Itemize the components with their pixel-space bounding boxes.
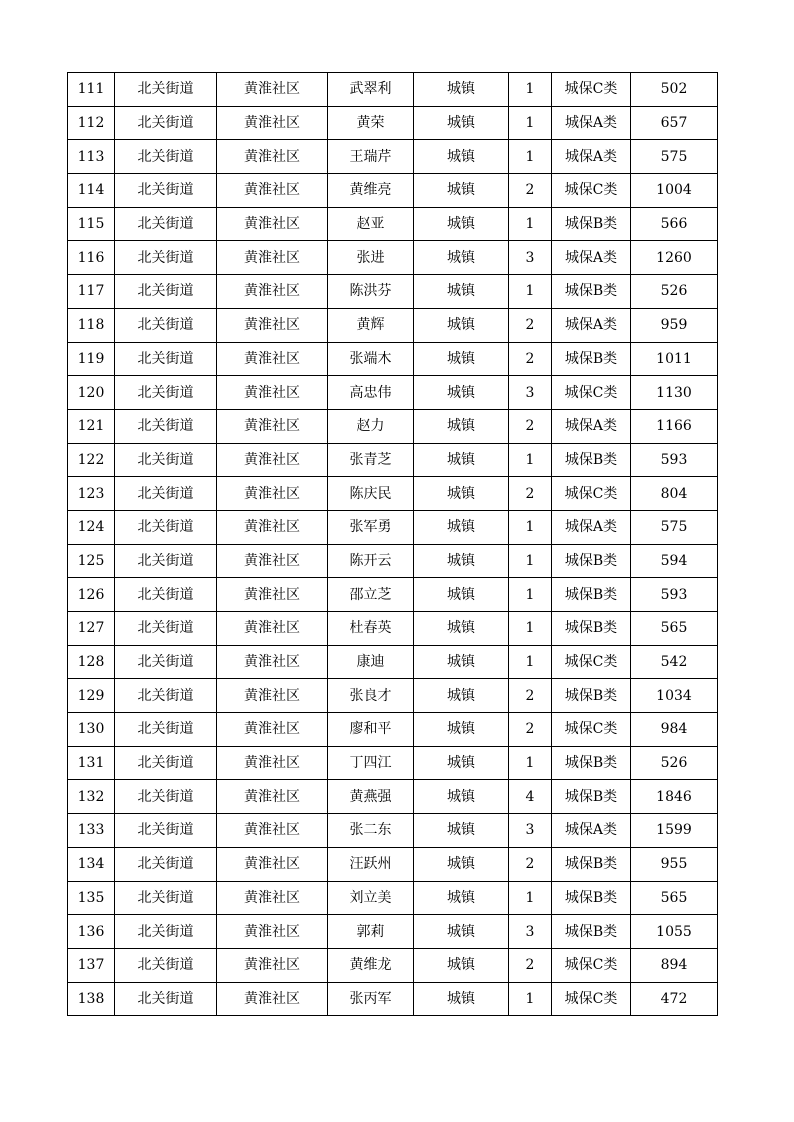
area-type-cell: 城镇 (414, 780, 509, 814)
table-row (68, 847, 718, 881)
street-cell: 北关街道 (115, 376, 217, 410)
row-number-cell: 123 (68, 477, 115, 511)
household-size-cell: 2 (509, 948, 552, 982)
household-size-cell: 1 (509, 73, 552, 107)
area-type-cell: 城镇 (414, 376, 509, 410)
category-cell: 城保A类 (552, 106, 631, 140)
household-size-cell: 1 (509, 982, 552, 1016)
community-cell: 黄淮社区 (217, 982, 328, 1016)
category-cell: 城保B类 (552, 275, 631, 309)
community-cell: 黄淮社区 (217, 342, 328, 376)
community-cell: 黄淮社区 (217, 814, 328, 848)
household-size-cell: 3 (509, 915, 552, 949)
amount-cell: 1011 (631, 342, 718, 376)
street-cell: 北关街道 (115, 713, 217, 747)
row-number-cell: 131 (68, 746, 115, 780)
area-type-cell: 城镇 (414, 847, 509, 881)
community-cell: 黄淮社区 (217, 106, 328, 140)
amount-cell: 1055 (631, 915, 718, 949)
category-cell: 城保C类 (552, 73, 631, 107)
area-type-cell: 城镇 (414, 948, 509, 982)
community-cell: 黄淮社区 (217, 140, 328, 174)
table-row (68, 73, 718, 107)
row-number-cell: 119 (68, 342, 115, 376)
community-cell: 黄淮社区 (217, 948, 328, 982)
community-cell: 黄淮社区 (217, 376, 328, 410)
name-cell: 廖和平 (328, 713, 414, 747)
street-cell: 北关街道 (115, 477, 217, 511)
street-cell: 北关街道 (115, 275, 217, 309)
community-cell: 黄淮社区 (217, 207, 328, 241)
amount-cell: 1260 (631, 241, 718, 275)
area-type-cell: 城镇 (414, 106, 509, 140)
household-size-cell: 1 (509, 510, 552, 544)
row-number-cell: 125 (68, 544, 115, 578)
table-row (68, 578, 718, 612)
table-row (68, 780, 718, 814)
area-type-cell: 城镇 (414, 645, 509, 679)
street-cell: 北关街道 (115, 847, 217, 881)
table-row (68, 982, 718, 1016)
area-type-cell: 城镇 (414, 881, 509, 915)
community-cell: 黄淮社区 (217, 73, 328, 107)
area-type-cell: 城镇 (414, 915, 509, 949)
street-cell: 北关街道 (115, 780, 217, 814)
table-row (68, 948, 718, 982)
area-type-cell: 城镇 (414, 713, 509, 747)
row-number-cell: 114 (68, 174, 115, 208)
street-cell: 北关街道 (115, 342, 217, 376)
name-cell: 张军勇 (328, 510, 414, 544)
name-cell: 黄维亮 (328, 174, 414, 208)
amount-cell: 593 (631, 578, 718, 612)
street-cell: 北关街道 (115, 746, 217, 780)
household-size-cell: 2 (509, 713, 552, 747)
community-cell: 黄淮社区 (217, 645, 328, 679)
table-row (68, 376, 718, 410)
household-size-cell: 1 (509, 443, 552, 477)
community-cell: 黄淮社区 (217, 746, 328, 780)
street-cell: 北关街道 (115, 612, 217, 646)
category-cell: 城保A类 (552, 510, 631, 544)
amount-cell: 1166 (631, 409, 718, 443)
row-number-cell: 130 (68, 713, 115, 747)
category-cell: 城保B类 (552, 679, 631, 713)
table-row (68, 510, 718, 544)
amount-cell: 959 (631, 308, 718, 342)
area-type-cell: 城镇 (414, 477, 509, 511)
table-row (68, 713, 718, 747)
amount-cell: 502 (631, 73, 718, 107)
name-cell: 黄燕强 (328, 780, 414, 814)
household-size-cell: 1 (509, 275, 552, 309)
category-cell: 城保A类 (552, 140, 631, 174)
household-size-cell: 1 (509, 612, 552, 646)
name-cell: 陈庆民 (328, 477, 414, 511)
area-type-cell: 城镇 (414, 510, 509, 544)
name-cell: 张进 (328, 241, 414, 275)
name-cell: 张端木 (328, 342, 414, 376)
row-number-cell: 120 (68, 376, 115, 410)
amount-cell: 1130 (631, 376, 718, 410)
table-row (68, 679, 718, 713)
community-cell: 黄淮社区 (217, 409, 328, 443)
category-cell: 城保C类 (552, 948, 631, 982)
row-number-cell: 115 (68, 207, 115, 241)
table-row (68, 207, 718, 241)
category-cell: 城保A类 (552, 814, 631, 848)
table-row (68, 746, 718, 780)
street-cell: 北关街道 (115, 207, 217, 241)
row-number-cell: 137 (68, 948, 115, 982)
name-cell: 黄荣 (328, 106, 414, 140)
street-cell: 北关街道 (115, 915, 217, 949)
community-cell: 黄淮社区 (217, 275, 328, 309)
household-size-cell: 2 (509, 679, 552, 713)
area-type-cell: 城镇 (414, 409, 509, 443)
amount-cell: 1034 (631, 679, 718, 713)
category-cell: 城保B类 (552, 207, 631, 241)
street-cell: 北关街道 (115, 982, 217, 1016)
household-size-cell: 2 (509, 847, 552, 881)
area-type-cell: 城镇 (414, 612, 509, 646)
table-row (68, 140, 718, 174)
row-number-cell: 113 (68, 140, 115, 174)
category-cell: 城保A类 (552, 241, 631, 275)
category-cell: 城保B类 (552, 847, 631, 881)
row-number-cell: 117 (68, 275, 115, 309)
row-number-cell: 127 (68, 612, 115, 646)
name-cell: 黄维龙 (328, 948, 414, 982)
household-size-cell: 3 (509, 376, 552, 410)
household-size-cell: 1 (509, 544, 552, 578)
community-cell: 黄淮社区 (217, 308, 328, 342)
name-cell: 黄辉 (328, 308, 414, 342)
category-cell: 城保C类 (552, 174, 631, 208)
table-row (68, 106, 718, 140)
category-cell: 城保B类 (552, 342, 631, 376)
row-number-cell: 136 (68, 915, 115, 949)
amount-cell: 804 (631, 477, 718, 511)
table-row (68, 915, 718, 949)
table-row (68, 308, 718, 342)
community-cell: 黄淮社区 (217, 915, 328, 949)
row-number-cell: 124 (68, 510, 115, 544)
household-size-cell: 1 (509, 106, 552, 140)
area-type-cell: 城镇 (414, 342, 509, 376)
name-cell: 张良才 (328, 679, 414, 713)
category-cell: 城保C类 (552, 376, 631, 410)
amount-cell: 955 (631, 847, 718, 881)
amount-cell: 542 (631, 645, 718, 679)
beneficiary-table (67, 72, 718, 1016)
area-type-cell: 城镇 (414, 73, 509, 107)
community-cell: 黄淮社区 (217, 443, 328, 477)
amount-cell: 575 (631, 510, 718, 544)
community-cell: 黄淮社区 (217, 679, 328, 713)
street-cell: 北关街道 (115, 578, 217, 612)
area-type-cell: 城镇 (414, 578, 509, 612)
category-cell: 城保B类 (552, 780, 631, 814)
amount-cell: 526 (631, 275, 718, 309)
amount-cell: 526 (631, 746, 718, 780)
household-size-cell: 2 (509, 477, 552, 511)
table-row (68, 174, 718, 208)
community-cell: 黄淮社区 (217, 780, 328, 814)
area-type-cell: 城镇 (414, 207, 509, 241)
table-row (68, 645, 718, 679)
area-type-cell: 城镇 (414, 544, 509, 578)
amount-cell: 1599 (631, 814, 718, 848)
amount-cell: 894 (631, 948, 718, 982)
category-cell: 城保C类 (552, 477, 631, 511)
table-row (68, 881, 718, 915)
name-cell: 郭莉 (328, 915, 414, 949)
household-size-cell: 2 (509, 174, 552, 208)
category-cell: 城保A类 (552, 308, 631, 342)
name-cell: 陈开云 (328, 544, 414, 578)
row-number-cell: 112 (68, 106, 115, 140)
name-cell: 丁四江 (328, 746, 414, 780)
name-cell: 高忠伟 (328, 376, 414, 410)
name-cell: 赵亚 (328, 207, 414, 241)
name-cell: 邵立芝 (328, 578, 414, 612)
amount-cell: 593 (631, 443, 718, 477)
area-type-cell: 城镇 (414, 275, 509, 309)
area-type-cell: 城镇 (414, 241, 509, 275)
community-cell: 黄淮社区 (217, 713, 328, 747)
amount-cell: 984 (631, 713, 718, 747)
row-number-cell: 118 (68, 308, 115, 342)
name-cell: 武翠利 (328, 73, 414, 107)
household-size-cell: 3 (509, 814, 552, 848)
household-size-cell: 2 (509, 342, 552, 376)
community-cell: 黄淮社区 (217, 241, 328, 275)
household-size-cell: 2 (509, 409, 552, 443)
area-type-cell: 城镇 (414, 746, 509, 780)
row-number-cell: 133 (68, 814, 115, 848)
street-cell: 北关街道 (115, 174, 217, 208)
table-row (68, 477, 718, 511)
category-cell: 城保C类 (552, 645, 631, 679)
household-size-cell: 1 (509, 645, 552, 679)
street-cell: 北关街道 (115, 308, 217, 342)
row-number-cell: 132 (68, 780, 115, 814)
community-cell: 黄淮社区 (217, 847, 328, 881)
amount-cell: 594 (631, 544, 718, 578)
category-cell: 城保B类 (552, 612, 631, 646)
row-number-cell: 126 (68, 578, 115, 612)
area-type-cell: 城镇 (414, 140, 509, 174)
amount-cell: 566 (631, 207, 718, 241)
category-cell: 城保B类 (552, 881, 631, 915)
category-cell: 城保B类 (552, 578, 631, 612)
street-cell: 北关街道 (115, 409, 217, 443)
street-cell: 北关街道 (115, 881, 217, 915)
row-number-cell: 122 (68, 443, 115, 477)
amount-cell: 1846 (631, 780, 718, 814)
amount-cell: 565 (631, 612, 718, 646)
name-cell: 赵力 (328, 409, 414, 443)
community-cell: 黄淮社区 (217, 510, 328, 544)
community-cell: 黄淮社区 (217, 477, 328, 511)
table-row (68, 241, 718, 275)
street-cell: 北关街道 (115, 73, 217, 107)
street-cell: 北关街道 (115, 814, 217, 848)
name-cell: 汪跃州 (328, 847, 414, 881)
row-number-cell: 129 (68, 679, 115, 713)
street-cell: 北关街道 (115, 140, 217, 174)
amount-cell: 657 (631, 106, 718, 140)
row-number-cell: 135 (68, 881, 115, 915)
table-row (68, 443, 718, 477)
household-size-cell: 1 (509, 881, 552, 915)
name-cell: 张丙军 (328, 982, 414, 1016)
category-cell: 城保B类 (552, 544, 631, 578)
name-cell: 陈洪芬 (328, 275, 414, 309)
area-type-cell: 城镇 (414, 982, 509, 1016)
category-cell: 城保A类 (552, 409, 631, 443)
category-cell: 城保B类 (552, 746, 631, 780)
amount-cell: 575 (631, 140, 718, 174)
household-size-cell: 2 (509, 308, 552, 342)
amount-cell: 565 (631, 881, 718, 915)
table-row (68, 275, 718, 309)
street-cell: 北关街道 (115, 645, 217, 679)
area-type-cell: 城镇 (414, 443, 509, 477)
name-cell: 康迪 (328, 645, 414, 679)
row-number-cell: 111 (68, 73, 115, 107)
table-row (68, 814, 718, 848)
name-cell: 刘立美 (328, 881, 414, 915)
area-type-cell: 城镇 (414, 814, 509, 848)
category-cell: 城保C类 (552, 713, 631, 747)
table-row (68, 409, 718, 443)
household-size-cell: 1 (509, 746, 552, 780)
name-cell: 张青芝 (328, 443, 414, 477)
name-cell: 杜春英 (328, 612, 414, 646)
community-cell: 黄淮社区 (217, 612, 328, 646)
row-number-cell: 134 (68, 847, 115, 881)
row-number-cell: 121 (68, 409, 115, 443)
name-cell: 张二东 (328, 814, 414, 848)
household-size-cell: 3 (509, 241, 552, 275)
table-row (68, 612, 718, 646)
household-size-cell: 4 (509, 780, 552, 814)
area-type-cell: 城镇 (414, 679, 509, 713)
household-size-cell: 1 (509, 578, 552, 612)
street-cell: 北关街道 (115, 443, 217, 477)
street-cell: 北关街道 (115, 510, 217, 544)
row-number-cell: 116 (68, 241, 115, 275)
household-size-cell: 1 (509, 207, 552, 241)
community-cell: 黄淮社区 (217, 544, 328, 578)
street-cell: 北关街道 (115, 544, 217, 578)
table-row (68, 342, 718, 376)
area-type-cell: 城镇 (414, 174, 509, 208)
household-size-cell: 1 (509, 140, 552, 174)
community-cell: 黄淮社区 (217, 174, 328, 208)
category-cell: 城保C类 (552, 982, 631, 1016)
amount-cell: 472 (631, 982, 718, 1016)
amount-cell: 1004 (631, 174, 718, 208)
street-cell: 北关街道 (115, 679, 217, 713)
street-cell: 北关街道 (115, 948, 217, 982)
name-cell: 王瑞芹 (328, 140, 414, 174)
row-number-cell: 128 (68, 645, 115, 679)
category-cell: 城保B类 (552, 915, 631, 949)
community-cell: 黄淮社区 (217, 578, 328, 612)
table-row (68, 544, 718, 578)
category-cell: 城保B类 (552, 443, 631, 477)
street-cell: 北关街道 (115, 106, 217, 140)
row-number-cell: 138 (68, 982, 115, 1016)
area-type-cell: 城镇 (414, 308, 509, 342)
street-cell: 北关街道 (115, 241, 217, 275)
community-cell: 黄淮社区 (217, 881, 328, 915)
table-body (68, 73, 718, 1016)
